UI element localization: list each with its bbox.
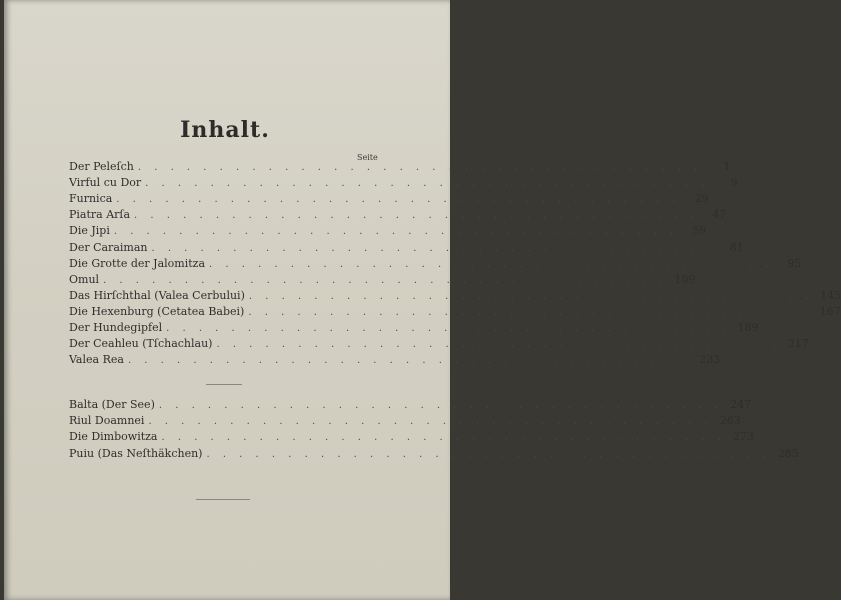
toc-entry-page-number: 189 <box>737 321 759 334</box>
toc-entry-page-number: 273 <box>732 430 754 444</box>
dot-leader: . . . . . . . . . . . . . . . . . . . . . . . . . . . . . . . . . . . <box>161 432 726 444</box>
dot-leader: . . . . . . . . . . . . . . . . . . . . . . . . . . . . . . . . . . . <box>248 306 813 318</box>
toc-entry-title: Der Caraiman <box>69 240 148 254</box>
toc-entry-title: Valea Rea <box>69 353 124 367</box>
dot-leader: . . . . . . . . . . . . . . . . . . . . . . . . . . . . . . . . . . . <box>134 210 699 222</box>
toc-entry <box>69 337 809 353</box>
dot-leader: . . . . . . . . . . . . . . . . . . . . . . . . . . . . . . . . . . . <box>206 448 771 460</box>
toc-entry-title: Balta (Der See) <box>69 398 155 411</box>
dot-leader: . . . . . . . . . . . . . . . . . . . . . . . . . . . . . . . . . . . <box>166 323 731 334</box>
section-divider-2 <box>196 499 250 500</box>
dot-leader: . . . . . . . . . . . . . . . . . . . . . . . . . . . . . . . . . . . <box>127 355 693 367</box>
toc-entry-title: Der Ceahleu (Tſchachlau) <box>69 337 213 351</box>
toc-entry <box>69 240 744 257</box>
toc-entry-page-number: 233 <box>699 353 721 367</box>
toc-entry-title: Die Dimbowitza <box>69 430 158 444</box>
toc-entry-page-number: 95 <box>787 256 802 270</box>
dot-leader: . . . . . . . . . . . . . . . . . . . . . . . . . . . . . . . . . . . <box>145 178 710 190</box>
toc-entry-page-number: 1 <box>723 160 731 173</box>
toc-entry-title: Das Hirſchthal (Valea Cerbului) <box>69 288 245 302</box>
toc-entry-title: Der Hundegipfel <box>69 321 163 334</box>
toc-entry <box>69 256 802 273</box>
dot-leader: . . . . . . . . . . . . . . . . . . . . . . . . . . . . . . . . . . . <box>116 194 681 206</box>
dot-leader: . . . . . . . . . . . . . . . . . . . . . . . . . . . . . . . . . . . <box>137 162 703 173</box>
dot-leader: . . . . . . . . . . . . . . . . . . . . . . . . . . . . . . . . . . . <box>113 226 679 238</box>
toc-entry <box>69 160 731 176</box>
toc-entry-page-number: 81 <box>729 240 744 254</box>
toc-entry-page-number: 217 <box>787 337 809 351</box>
section-divider-1 <box>206 384 242 385</box>
toc-entry-title: Die Jipi <box>69 224 110 238</box>
dot-leader: . . . . . . . . . . . . . . . . . . . . . . . . . . . . . . . . . . . <box>148 416 713 428</box>
toc-entry-title: Riul Doamnei <box>69 414 145 428</box>
toc-entry-title: Puiu (Das Neſthäkchen) <box>69 446 203 460</box>
toc-entry-page-number: 59 <box>692 224 707 238</box>
page-title: Inhalt. <box>180 117 270 143</box>
toc-entry <box>69 321 759 337</box>
toc-entry-title: Omul <box>69 272 100 286</box>
toc-entry <box>69 398 752 414</box>
toc-entry-page-number: 167 <box>819 304 841 318</box>
dot-leader: . . . . . . . . . . . . . . . . . . . . . . . . . . . . . . . . . . . <box>216 339 781 351</box>
toc-entry <box>69 414 741 430</box>
toc-entry-title: Die Grotte der Jalomitza <box>69 256 205 270</box>
toc-entry-page-number: 9 <box>730 176 738 190</box>
toc-entry-page-number: 263 <box>719 414 741 428</box>
toc-entry-title: Furnica <box>69 192 113 206</box>
toc-entry-page-number: 145 <box>820 288 841 302</box>
toc-entry-title: Die Hexenburg (Cetatea Babei) <box>69 304 245 318</box>
toc-entry-page-number: 285 <box>777 446 799 460</box>
page-column-header: Seite <box>357 153 378 162</box>
toc-entry-page-number: 109 <box>674 272 696 286</box>
toc-entry <box>69 176 738 192</box>
toc-entry <box>69 353 721 369</box>
toc-entry <box>69 224 707 240</box>
toc-entry-page-number: 29 <box>694 192 709 206</box>
dot-leader: . . . . . . . . . . . . . . . . . . . . . . . . . . . . . . . . . . . <box>158 400 724 411</box>
toc-entry-page-number: 247 <box>730 398 752 411</box>
dot-leader: . . . . . . . . . . . . . . . . . . . . . . . . . . . . . . . . . . . <box>248 290 814 302</box>
toc-entry <box>69 288 841 305</box>
dot-leader: . . . . . . . . . . . . . . . . . . . . . . . . . . . . . . . . . . . <box>209 258 774 270</box>
toc-entry-title: Piatra Arſa <box>69 208 131 222</box>
dot-leader: . . . . . . . . . . . . . . . . . . . . . . . . . . . . . . . . . . . <box>103 274 668 286</box>
toc-entry <box>69 430 754 446</box>
toc-entry-title: Der Peleſch <box>69 160 134 173</box>
toc-entry <box>69 192 709 208</box>
dot-leader: . . . . . . . . . . . . . . . . . . . . . . . . . . . . . . . . . . . <box>151 242 716 254</box>
toc-entry-page-number: 47 <box>712 208 727 222</box>
toc-entry <box>69 208 727 224</box>
toc-entry <box>69 304 841 321</box>
toc-entry <box>69 446 799 463</box>
toc-entry <box>69 272 696 289</box>
toc-entry-title: Virful cu Dor <box>69 176 142 190</box>
